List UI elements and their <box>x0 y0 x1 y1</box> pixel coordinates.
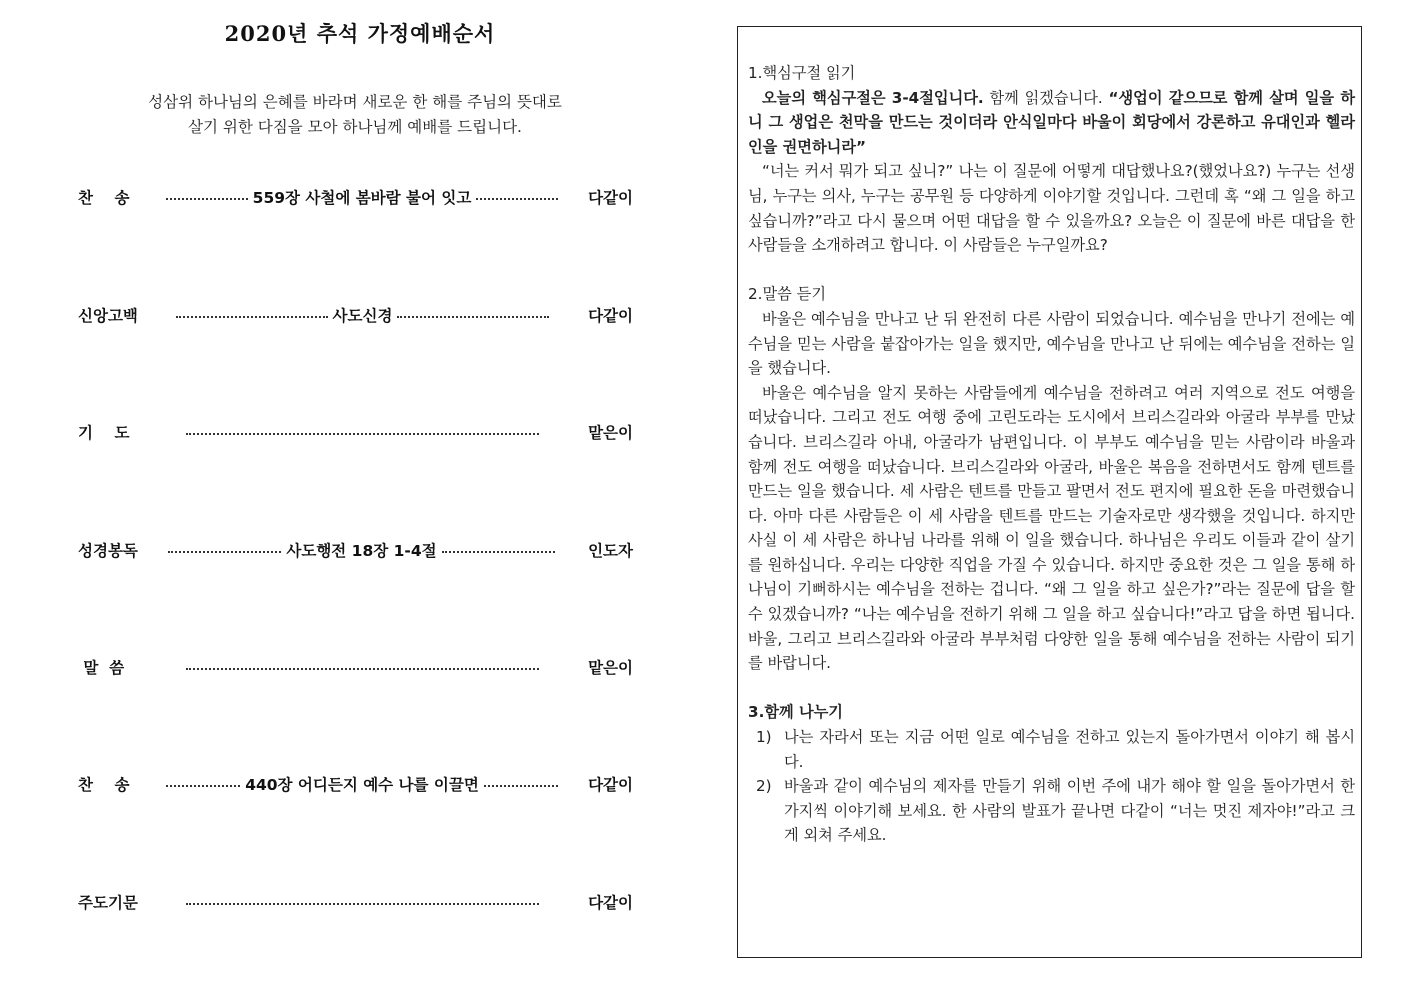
order-item-leader: 다같이 <box>588 307 633 325</box>
dot-leader <box>397 316 549 318</box>
dot-leader <box>186 903 539 905</box>
lesson-content <box>748 61 1355 848</box>
order-item-name: 찬 송 <box>78 776 130 794</box>
order-item-name: 주도기문 <box>78 894 138 912</box>
key-verse-paragraph <box>748 86 1355 160</box>
order-item-text: 사도행전 18장 1-4절 <box>286 542 437 560</box>
order-item-detail <box>166 773 558 795</box>
order-item-leader: 다같이 <box>588 189 633 207</box>
order-item-text: 559장 사철에 봄바람 불어 잇고 <box>252 189 472 207</box>
list-text: 나는 자라서 또는 지금 어떤 일로 예수님을 전하고 있는지 돌아가면서 이야기 해 봅시다. <box>784 728 1355 771</box>
order-item-detail <box>186 656 539 678</box>
section-heading-share: 3.함께 나누기 <box>748 703 843 722</box>
page-title: 2020년 추석 가정예배순서 <box>224 21 496 46</box>
order-item-text: 440장 어디든지 예수 나를 이끌면 <box>245 776 479 794</box>
list-number: 2) <box>756 777 772 796</box>
dot-leader <box>484 785 558 787</box>
key-verse-intro: 오늘의 핵심구절은 3-4절입니다. <box>762 88 984 107</box>
order-item-name: 찬 송 <box>78 189 130 207</box>
dot-leader <box>442 551 555 553</box>
dot-leader <box>476 198 558 200</box>
order-row-creed <box>78 304 633 332</box>
dot-leader <box>166 198 248 200</box>
list-number: 1) <box>756 728 772 747</box>
key-verse-plain: 함께 읽겠습니다. <box>983 88 1109 107</box>
share-question-1 <box>748 725 1355 774</box>
spacer <box>748 258 1355 283</box>
section-heading-key-verse: 1.핵심구절 읽기 <box>748 64 856 82</box>
order-item-detail <box>176 304 549 326</box>
order-item-name: 기 도 <box>78 424 130 442</box>
dot-leader <box>166 785 240 787</box>
opening-paragraph: “너는 커서 뭐가 되고 싶니?” 나는 이 질문에 어떻게 대답했나요?(했었나요?) 누구는 선생님, 누구는 의사, 누구는 공무원 등 다양하게 이야기할 것입니다. 그런데 혹 “왜 그 일을 하고 싶습니까?”라고 다시 물으며 어떤 대답을 할 수 있을까요? 오늘은 이 질문에 바른 대답을 한 사람들을 소개하려고 합니다. 이 사람들은 누구일까요? <box>748 162 1355 255</box>
order-item-detail <box>186 891 539 913</box>
intro-line: 성삼위 하나님의 은혜를 바라며 새로운 한 해를 주님의 뜻대로 <box>148 93 562 111</box>
order-item-leader: 인도자 <box>588 542 633 560</box>
order-row-sermon <box>78 656 633 684</box>
share-question-2 <box>748 774 1355 848</box>
order-item-name: 신앙고백 <box>78 307 138 325</box>
order-item-leader: 맡은이 <box>588 659 633 677</box>
order-item-name: 말 씀 <box>78 659 125 677</box>
order-item-text: 사도신경 <box>332 307 393 325</box>
order-row-prayer <box>78 421 633 449</box>
lesson-box <box>737 26 1362 958</box>
order-row-lords-prayer <box>78 891 633 919</box>
list-text: 바울과 같이 예수님의 제자를 만들기 위해 이번 주에 내가 해야 할 일을 돌아가면서 한 가지씩 이야기해 보세요. 한 사람의 발표가 끝나면 다같이 “너는 멋진 제자야!”라고 크게 외쳐 주세요. <box>784 777 1355 845</box>
section-heading-sermon: 2.말씀 듣기 <box>748 285 827 304</box>
order-item-name: 성경봉독 <box>78 542 138 560</box>
order-row-hymn-1 <box>78 186 633 214</box>
sermon-paragraph-1: 바울은 예수님을 만나고 난 뒤 완전히 다른 사람이 되었습니다. 예수님을 만나기 전에는 예수님을 믿는 사람을 붙잡아가는 일을 했지만, 예수님을 만나고 난 뒤에는 예수님을 전하는 일을 했습니다. <box>748 309 1355 378</box>
dot-leader <box>186 668 539 670</box>
dot-leader <box>186 433 539 435</box>
dot-leader <box>168 551 281 553</box>
spacer <box>748 676 1355 701</box>
order-item-detail <box>186 421 539 443</box>
intro-text <box>0 90 710 140</box>
order-item-detail <box>168 539 555 561</box>
order-row-hymn-2 <box>78 773 633 801</box>
order-item-detail <box>166 186 558 208</box>
intro-line: 살기 위한 다짐을 모아 하나님께 예배를 드립니다. <box>188 118 522 136</box>
sermon-paragraph-2: 바울은 예수님을 알지 못하는 사람들에게 예수님을 전하려고 여러 지역으로 전도 여행을 떠났습니다. 그리고 전도 여행 중에 고린도라는 도시에서 브리스길라와 아굴라 부부를 만났습니다. 브리스길라 아내, 아굴라가 남편입니다. 이 부부도 예수님을 믿는 사람이라 바울과 함께 전도 여행을 떠났습니다. 브리스길라와 아굴라, 바울은 복음을 전하면서도 함께 텐트를 만드는 일을 했습니다. 세 사람은 텐트를 만들고 팔면서 전도 편지에 필요한 돈을 마련했습니다. 아마 다른 사람들은 이 세 사람을 텐트를 만드는 기술자로만 생각했을 것입니다. 하지만 사실 이 세 사람은 하나님 나라를 위해 이 일을 했습니다. 하나님은 우리도 이들과 같이 살기를 원하십니다. 우리는 다양한 직업을 가질 수 있습니다. 하지만 중요한 것은 그 일을 통해 하나님이 기뻐하시는 예수님을 전하는 겁니다. “왜 그 일을 하고 싶은가?”라는 질문에 답을 할 수 있겠습니까? “나는 예수님을 전하기 위해 그 일을 하고 싶습니다!”라고 답을 하면 됩니다. 바울, 그리고 브리스길라와 아굴라 부부처럼 다양한 일을 통해 예수님을 전하는 사람이 되기를 바랍니다. <box>748 383 1355 673</box>
order-item-leader: 맡은이 <box>588 424 633 442</box>
order-item-leader: 다같이 <box>588 894 633 912</box>
key-verse-quote: “생업이 같으므로 함께 살며 일을 하니 그 생업은 천막을 만드는 것이더라 안식일마다 바울이 회당에서 강론하고 유대인과 헬라인을 권면하니라” <box>748 88 1355 156</box>
order-item-leader: 다같이 <box>588 776 633 794</box>
order-row-scripture <box>78 539 633 567</box>
dot-leader <box>176 316 328 318</box>
